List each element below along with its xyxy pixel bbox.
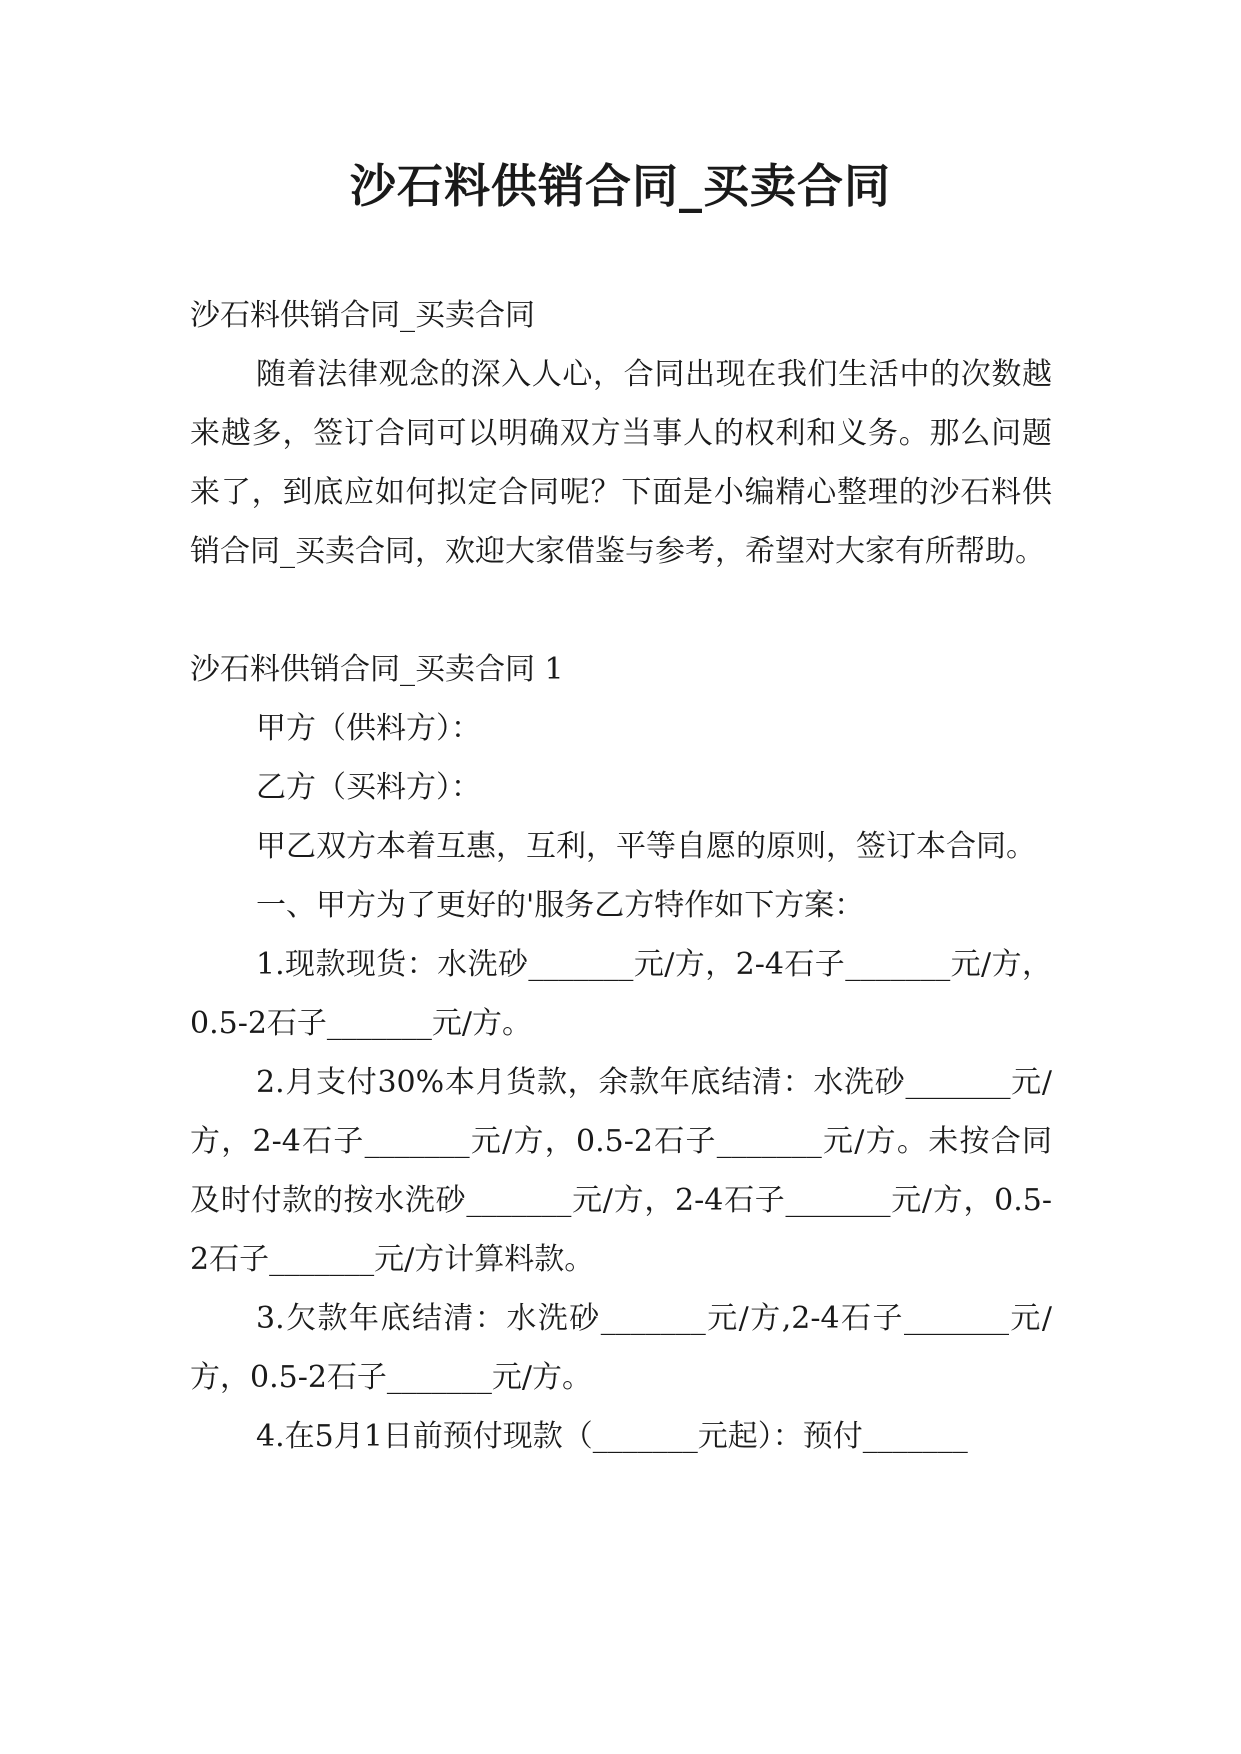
clause-item-2: 2.月支付30%本月货款，余款年底结清：水洗砂_______元/方，2-4石子_______元/方，0.5-2石子_______元/方。未按合同及时付款的按水洗砂_______元/方，2-4石子_______元/方，0.5-2石子_______元/方计算料款。 <box>190 1065 1052 1277</box>
section-title: 沙石料供销合同_买卖合同 1 <box>190 652 564 687</box>
party-a-line: 甲方（供料方）： <box>256 711 481 746</box>
clause-item-4: 4.在5月1日前预付现款（_______元起）：预付_______ <box>256 1419 968 1454</box>
subtitle-line: 沙石料供销合同_买卖合同 <box>190 298 535 333</box>
clause-item-3: 3.欠款年底结清：水洗砂_______元/方,2-4石子_______元/方，0.5-2石子_______元/方。 <box>190 1301 1052 1395</box>
party-b-line: 乙方（买料方）： <box>256 770 481 805</box>
clause-heading: 一、甲方为了更好的'服务乙方特作如下方案： <box>256 888 865 923</box>
paragraph-spacer <box>190 581 1052 640</box>
document-body <box>190 286 1052 1466</box>
principle-paragraph: 甲乙双方本着互惠，互利，平等自愿的原则，签订本合同。 <box>256 829 1036 864</box>
clause-item-1: 1.现款现货：水洗砂_______元/方，2-4石子_______元/方，0.5-2石子_______元/方。 <box>190 947 1052 1041</box>
intro-paragraph: 随着法律观念的深入人心，合同出现在我们生活中的次数越来越多，签订合同可以明确双方当事人的权利和义务。那么问题来了，到底应如何拟定合同呢？下面是小编精心整理的沙石料供销合同_买卖合同，欢迎大家借鉴与参考，希望对大家有所帮助。 <box>190 357 1052 569</box>
document-title: 沙石料供销合同_买卖合同 <box>350 159 891 213</box>
